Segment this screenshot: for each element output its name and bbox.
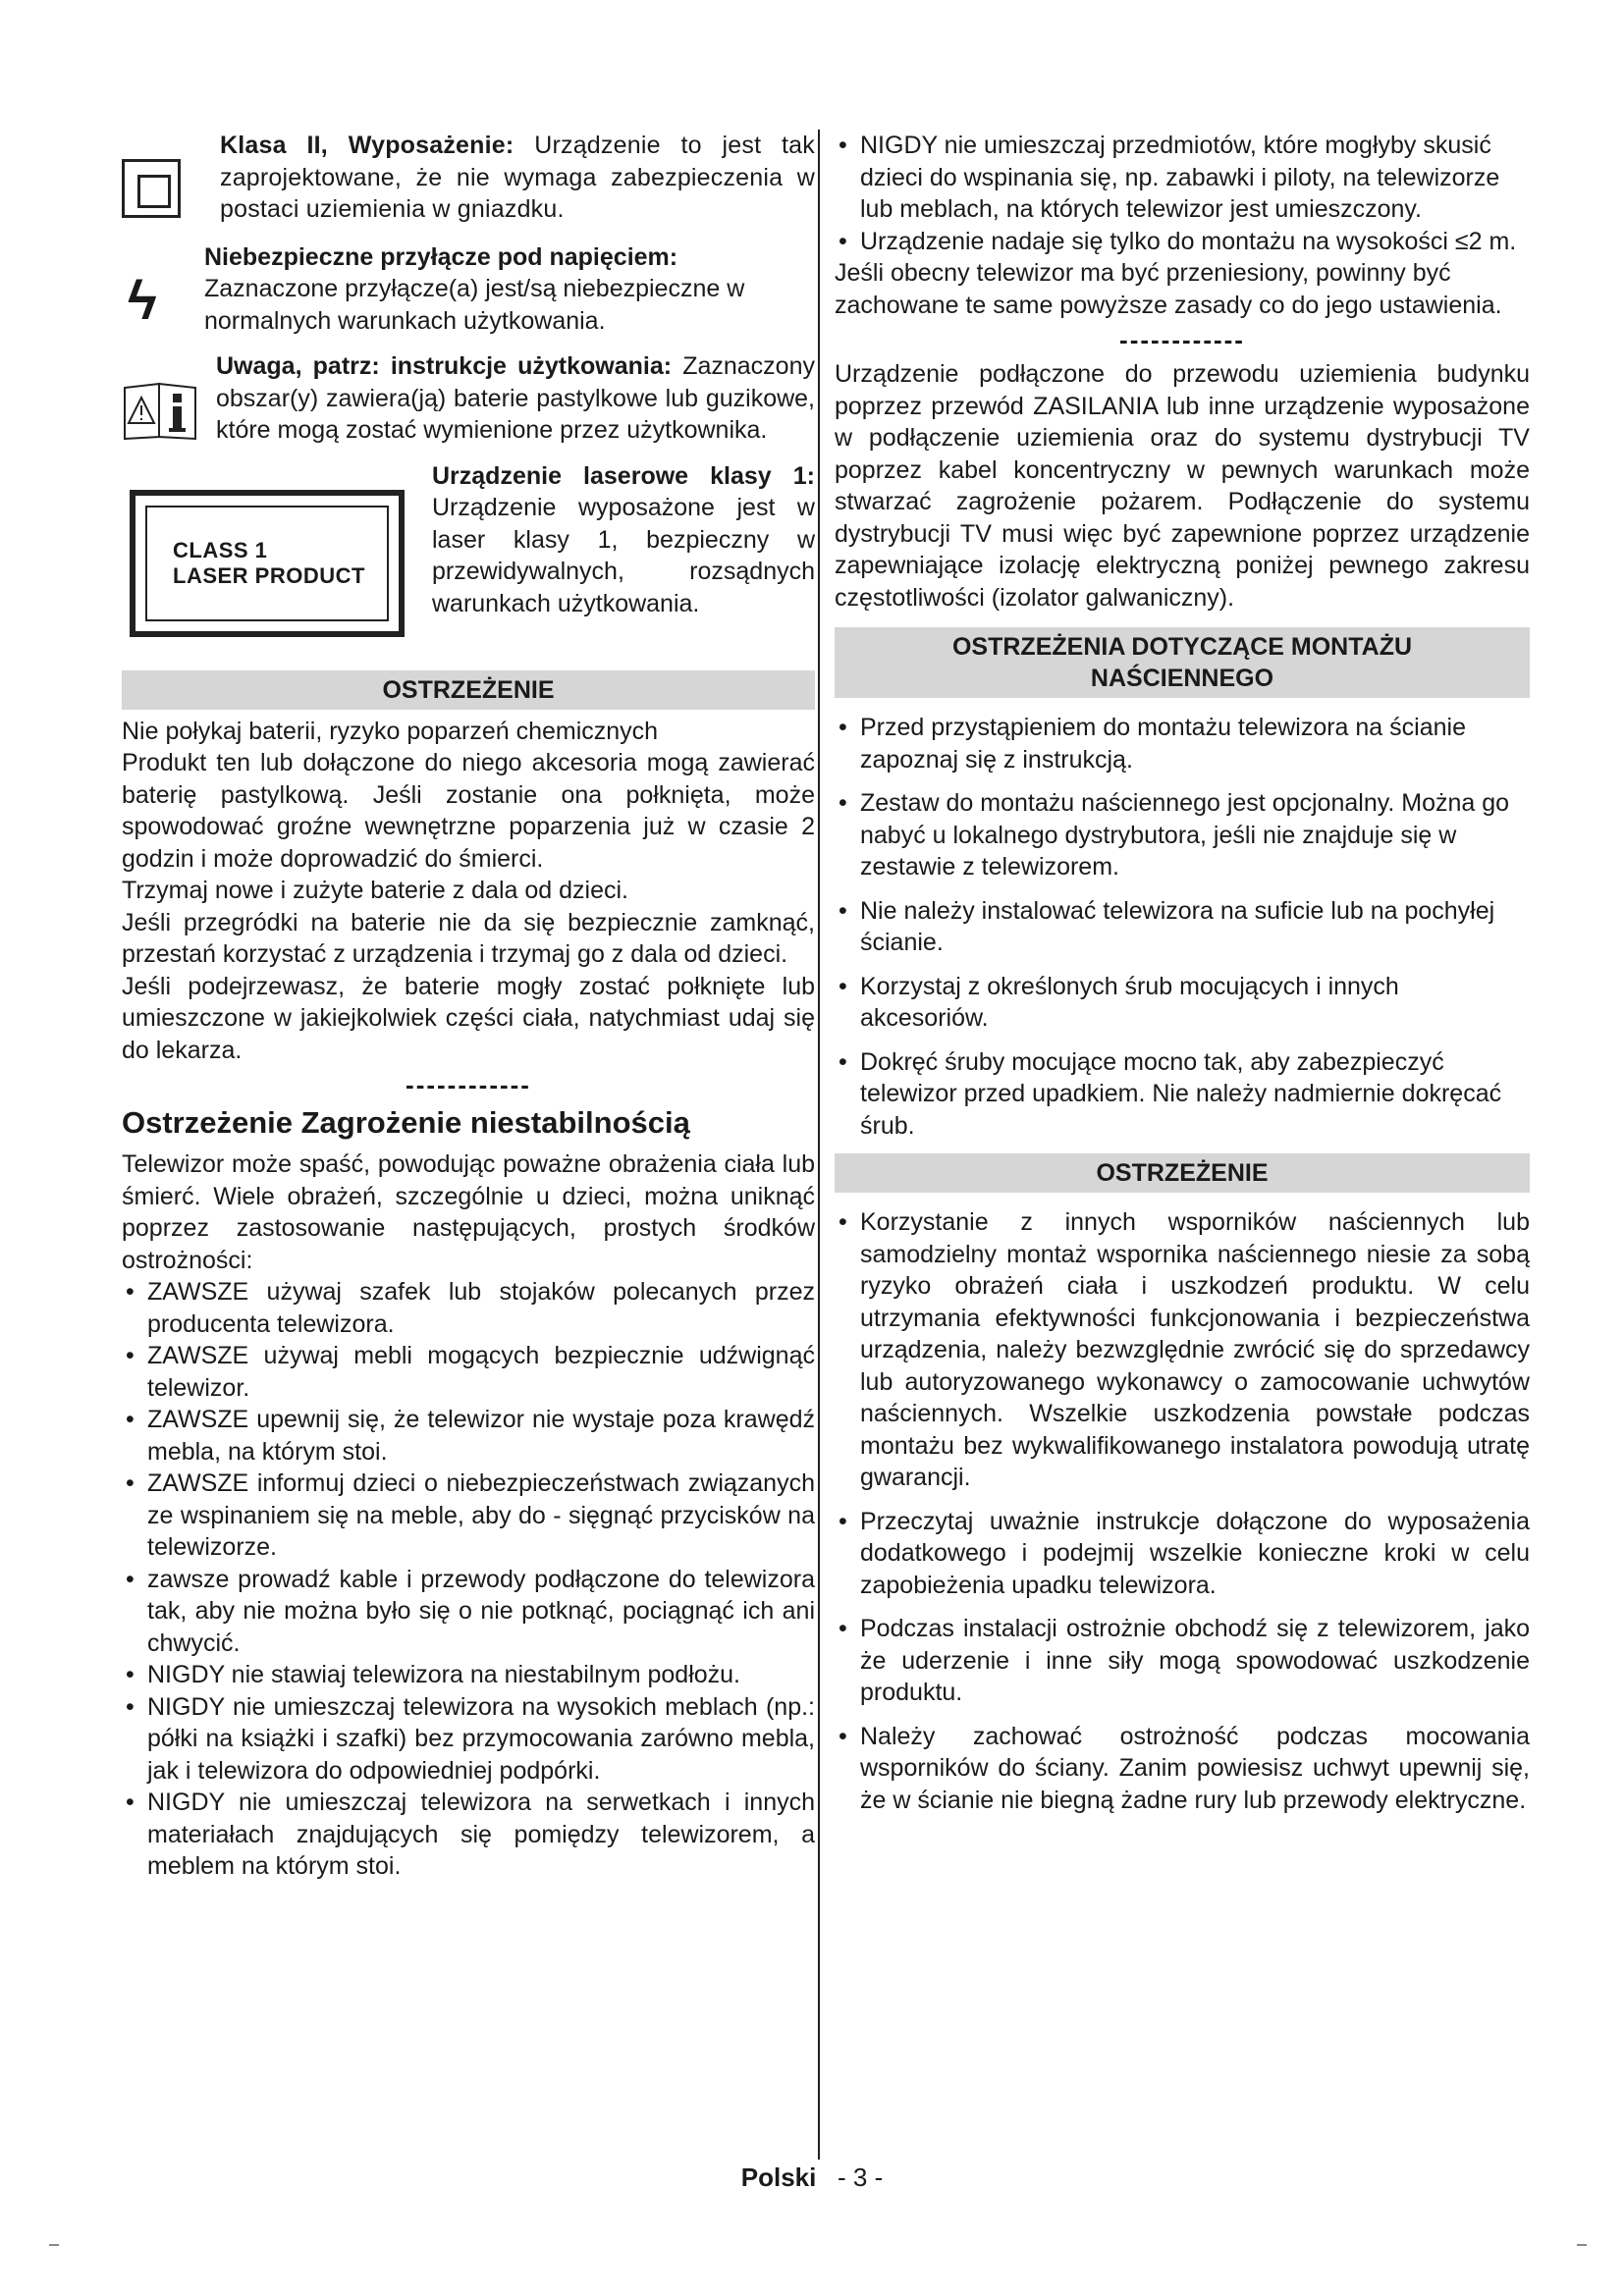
list-item: • Korzystanie z innych wsporników naściennych lub samodzielny montaż wspornika naściennego niesie za sobą ryzyko obrażeń ciała i uszkodzeń produktu. W celu utrzymania efektywności funkcjonowania i bezpieczeństwa urządzenia, należy bezwzględnie zwrócić się do sprzedawcy lub autoryzowanego wykonawcy o zamocowanie uchwytów naściennych. Wszelkie uszkodzenia powstałe podczas montażu bez wykwalifikowanego instalatora powodują utratę gwarancji. [835,1206,1530,1494]
live-terminal-description [204,241,815,338]
list-item: • Dokręć śruby mocujące mocno tak, aby zabezpieczyć telewizor przed upadkiem. Nie należy nadmiernie dokręcać śrub. [835,1046,1530,1143]
laser-text: Urządzenie wyposażone jest w laser klasy 1, bezpieczny w przewidywalnych, rozsądnych warunkach użytkowania. [432,494,815,617]
list-item: • Korzystaj z określonych śrub mocujących i innych akcesoriów. [835,971,1530,1035]
laser-title: Urządzenie laserowe klasy 1: [432,461,815,490]
wall-mount-heading [835,627,1530,698]
caution-row [122,350,815,447]
class2-double-square-icon [122,159,181,218]
laser-label-line2: LASER PRODUCT [173,562,365,588]
laser-class-label [130,490,405,637]
laser-row [122,460,815,653]
list-item: • NIGDY nie umieszczaj telewizora na serwetkach i innych materiałach znajdujących się pomiędzy telewizorem, a meblem na którym stoi. [122,1787,815,1883]
footer-language: Polski [740,2163,817,2192]
list-item: • NIGDY nie stawiaj telewizora na niestabilnym podłożu. [122,1659,815,1691]
grounding-paragraph: Urządzenie podłączone do przewodu uziemienia budynku poprzez przewód ZASILANIA lub inne urządzenie wyposażone w podłączenie uziemienia oraz do systemu dystrybucji TV poprzez kabel koncentryczny w pewnych warunkach może stwarzać zagrożenie pożarem. Podłączenie do systemu dystrybucji TV musi więc być zapewnione poprzez urządzenie zapewniające izolację elektryczną poniżej pewnego zakresu częstotliwości (izolator galwaniczny). [835,360,1530,612]
bracket-warning-heading: OSTRZEŻENIE [835,1153,1530,1193]
caution-manual-icon [122,380,198,441]
battery-warning-paragraph: Jeśli przegródki na baterie nie da się bezpiecznie zamknąć, przestań korzystać z urządzenia i trzymaj go z dala od dzieci. [122,908,815,968]
list-item: • zawsze prowadź kable i przewody podłączone do telewizora tak, aby nie można było się o nie potknąć, pociągnąć ich ani chwycić. [122,1564,815,1660]
list-item: • Przeczytaj uważnie instrukcje dołączone do wyposażenia dodatkowego i podejmij wszelkie konieczne kroki w celu zapobieżenia upadku telewizora. [835,1506,1530,1602]
battery-warning-heading: OSTRZEŻENIE [122,670,815,710]
battery-warning-paragraph: Produkt ten lub dołączone do niego akcesoria mogą zawierać baterię pastylkową. Jeśli zostanie ona połknięta, może spowodować groźne wewnętrzne poparzenia już w czasie 2 godzin i może doprowadzić do śmierci. [122,749,815,873]
list-item: • Zestaw do montażu naściennego jest opcjonalny. Można go nabyć u lokalnego dystrybutora, jeśli nie znajduje się w zestawie z telewizorem. [835,787,1530,883]
list-item: • NIGDY nie umieszczaj przedmiotów, które mogłyby skusić dzieci do wspinania się, np. zabawki i piloty, na telewizorze lub meblach, na których telewizor jest umieszczony. [835,130,1530,226]
wall-mount-heading-line2: NAŚCIENNEGO [1090,665,1274,692]
class2-symbol-row [122,130,815,226]
stability-list-continued [835,130,1530,257]
list-item: • ZAWSZE informuj dzieci o niebezpieczeństwach związanych ze wspinaniem się na meble, aby do - sięgnąć przycisków na telewizorze. [122,1468,815,1564]
list-item: • Przed przystąpieniem do montażu telewizora na ścianie zapoznaj się z instrukcją. [835,712,1530,775]
caution-text: Zaznaczony obszar(y) zawiera(ją) baterie pastylkowe lub guzikowe, które mogą zostać wymienione przez użytkownika. [216,352,815,444]
stability-heading: Ostrzeżenie Zagrożenie niestabilnością [122,1105,690,1140]
class2-text: Urządzenie to jest tak zaprojektowane, że nie wymaga zabezpieczenia w postaci uziemienia w gniazdku. [220,132,815,223]
page-number: - 3 - [838,2163,884,2192]
page-footer [0,2163,1624,2193]
relocation-note: Jeśli obecny telewizor ma być przeniesiony, powinny być zachowane te same powyższe zasady co do jego ustawienia. [835,259,1502,319]
wall-mount-heading-line1: OSTRZEŻENIA DOTYCZĄCE MONTAŻU [951,633,1413,661]
battery-warning-line: Nie połykaj baterii, ryzyko poparzeń chemicznych [122,717,659,745]
bracket-warning-list [835,1206,1530,1816]
caution-description [216,350,815,447]
class2-title: Klasa II, Wyposażenie: [220,132,514,159]
laser-description [432,460,815,620]
lightning-bolt-icon: ϟ [128,268,157,331]
live-terminal-text: Zaznaczone przyłącze(a) jest/są niebezpieczne w normalnych warunkach użytkowania. [204,275,745,335]
live-terminal-title: Niebezpieczne przyłącze pod napięciem: [204,242,678,271]
list-item: • ZAWSZE używaj mebli mogących bezpiecznie udźwignąć telewizor. [122,1340,815,1404]
stability-intro: Telewizor może spaść, powodując poważne obrażenia ciała lub śmierć. Wiele obrażeń, szczególnie u dzieci, można uniknąć poprzez zastosowanie następujących, prostych środków ostrożności: [122,1150,815,1274]
laser-label-line1: CLASS 1 [173,537,268,562]
left-column [122,130,815,1883]
stability-list [122,1276,815,1883]
list-item: • Urządzenie nadaje się tylko do montażu na wysokości ≤2 m. [835,226,1530,258]
column-divider [818,130,820,2160]
live-terminal-row [122,241,815,338]
list-item: • NIGDY nie umieszczaj telewizora na wysokich meblach (np.: półki na książki i szafki) bez przymocowania zarówno mebla, jak i telewizora do odpowiedniej podpórki. [122,1691,815,1788]
caution-title: Uwaga, patrz: instrukcje użytkowania: [216,352,673,380]
section-separator: ------------ [1119,325,1245,354]
class2-description [220,130,815,226]
list-item: • ZAWSZE upewnij się, że telewizor nie wystaje poza krawędź mebla, na którym stoi. [122,1404,815,1468]
battery-warning-line: Trzymaj nowe i zużyte baterie z dala od dzieci. [122,877,628,904]
wall-mount-list [835,712,1530,1142]
crop-mark [1577,2244,1587,2246]
list-item: • Należy zachować ostrożność podczas mocowania wsporników do ściany. Zanim powiesisz uchwyt upewnij się, że w ścianie nie biegną żadne rury lub przewody elektryczne. [835,1721,1530,1817]
list-item: • Podczas instalacji ostrożnie obchodź się z telewizorem, jako że uderzenie i inne siły mogą spowodować uszkodzenie produktu. [835,1613,1530,1709]
right-column [835,130,1530,1828]
list-item: • Nie należy instalować telewizora na suficie lub na pochyłej ścianie. [835,895,1530,959]
section-separator: ------------ [406,1070,531,1099]
battery-warning-paragraph: Jeśli podejrzewasz, że baterie mogły zostać połknięte lub umieszczone w jakiejkolwiek części ciała, natychmiast udaj się do lekarza. [122,972,815,1064]
crop-mark [49,2244,59,2246]
list-item: • ZAWSZE używaj szafek lub stojaków polecanych przez producenta telewizora. [122,1276,815,1340]
